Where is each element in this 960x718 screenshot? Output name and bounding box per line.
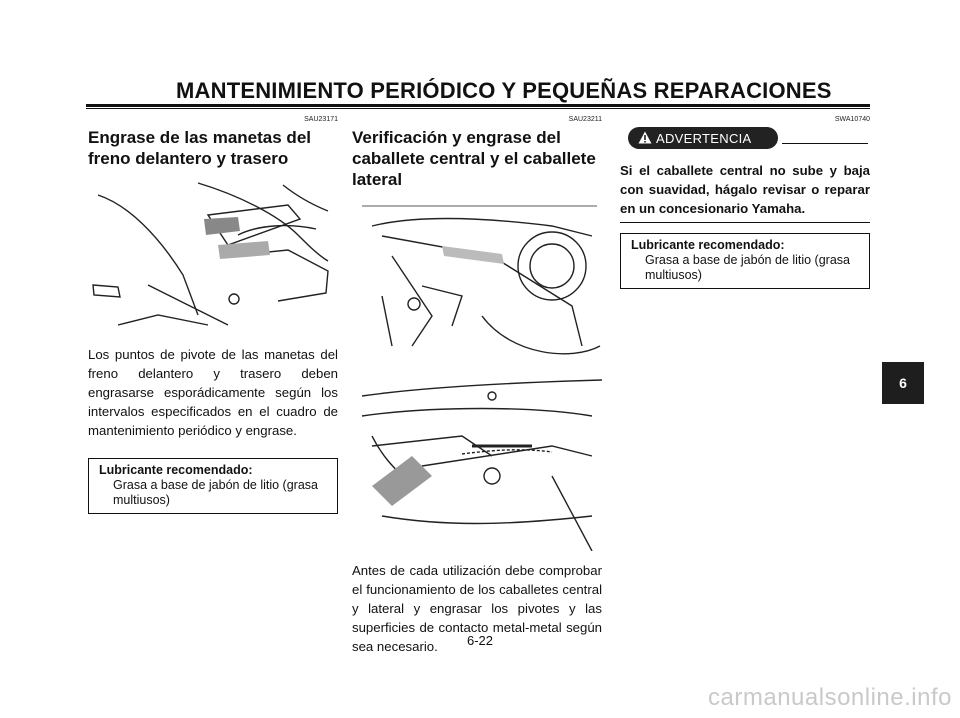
page-number: 6-22: [466, 633, 494, 648]
column-stands: [352, 116, 602, 656]
header-rule-thin: [86, 108, 870, 109]
column-brake-levers: [88, 116, 338, 514]
section-body: Los puntos de pivote de las manetas del freno delantero y trasero deben engrasarse esporádicamente según los intervalos especificados en el cuadro de mantenimiento periódico y engrase.: [88, 347, 338, 438]
section-heading: Engrase de las manetas del freno delantero y trasero: [88, 128, 311, 168]
lubricant-value: Grasa a base de jabón de litio (grasa multiusos): [645, 253, 850, 282]
lubricant-box: [620, 233, 870, 289]
scooter-stand-illustration: [352, 196, 602, 366]
lubricant-title: Lubricante recomendado:: [631, 238, 785, 252]
watermark: carmanualsonline.info: [708, 684, 952, 711]
page-header-title: MANTENIMIENTO PERIÓDICO Y PEQUEÑAS REPARACIONES: [176, 78, 832, 103]
lubricant-title: Lubricante recomendado:: [99, 463, 253, 477]
warning-badge: [628, 127, 778, 149]
section-body: Antes de cada utilización debe comprobar el funcionamiento de los caballetes central y lateral y engrasar los pivotes y las superficies de contacto metal-metal según sea necesario.: [352, 563, 602, 654]
chapter-tab: 6: [882, 362, 924, 404]
warning-text: Si el caballete central no sube y baja con suavidad, hágalo revisar o reparar en un concesionario Yamaha.: [620, 163, 870, 216]
section-heading: Verificación y engrase del caballete central y el caballete lateral: [352, 128, 596, 189]
lubricant-value: Grasa a base de jabón de litio (grasa multiusos): [113, 478, 318, 507]
warning-bottom-rule: [620, 222, 870, 223]
header-rule-thick: [86, 104, 870, 107]
column-warning: [620, 116, 870, 289]
section-code: SAU23171: [304, 116, 338, 123]
warning-label: ADVERTENCIA: [656, 130, 752, 146]
lubricant-box: [88, 458, 338, 514]
section-code: SWA10740: [834, 116, 870, 123]
warning-header: [620, 127, 870, 157]
stand-lubrication-illustration: [352, 376, 602, 551]
brake-lever-illustration: [88, 175, 338, 335]
warning-header-rule: [782, 143, 868, 144]
section-code: SAU23211: [568, 116, 602, 123]
warning-triangle-icon: [638, 131, 652, 144]
